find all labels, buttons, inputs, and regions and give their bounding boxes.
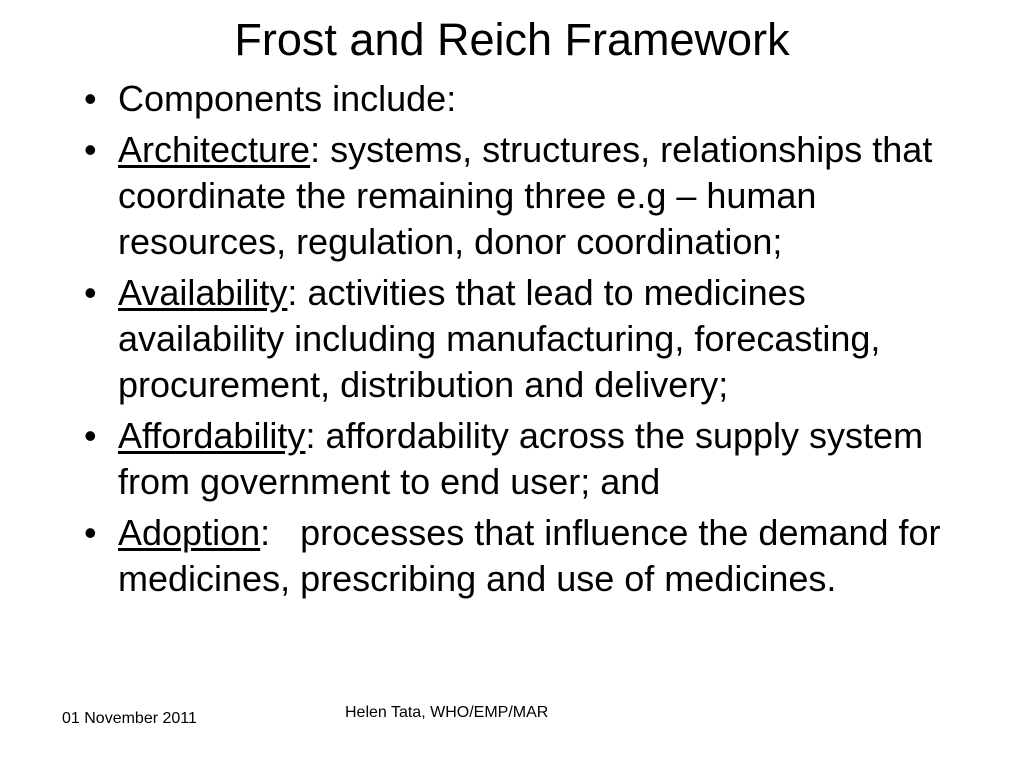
bullet-separator: : xyxy=(287,272,298,313)
bullet-text: affordability across the supply system from government to end user; and xyxy=(118,415,924,502)
footer-author: Helen Tata, WHO/EMP/MAR xyxy=(345,704,549,721)
bullet-term: Affordability xyxy=(118,415,306,456)
bullet-separator: : xyxy=(305,415,316,456)
footer-date: 01 November 2011 xyxy=(62,710,197,727)
bullet-term: Architecture xyxy=(118,129,311,170)
bullet-item-architecture xyxy=(80,127,960,265)
bullet-separator: : xyxy=(310,129,321,170)
bullet-marker: • xyxy=(84,129,97,170)
bullet-marker: • xyxy=(84,78,97,119)
bullet-text: activities that lead to medicines availability including manufacturing, forecasting, procurement, distribution and delivery; xyxy=(118,272,881,405)
bullet-marker: • xyxy=(84,512,97,553)
bullet-term: Adoption xyxy=(118,512,261,553)
bullet-term: Availability xyxy=(118,272,288,313)
bullet-marker: • xyxy=(84,415,97,456)
bullet-item-adoption xyxy=(80,510,960,602)
bullet-text: Components include: xyxy=(118,78,457,119)
bullet-marker: • xyxy=(84,272,97,313)
bullet-separator: : xyxy=(260,512,271,553)
bullet-item-availability xyxy=(80,270,960,408)
slide-title: Frost and Reich Framework xyxy=(234,14,790,65)
bullet-item-affordability xyxy=(80,413,960,505)
bullet-text: processes that influence the demand for medicines, prescribing and use of medicines. xyxy=(118,512,951,599)
bullet-list xyxy=(80,76,960,607)
bullet-item-components xyxy=(80,76,960,122)
bullet-text: systems, structures, relationships that coordinate the remaining three e.g – human resources, regulation, donor coordination; xyxy=(118,129,933,262)
